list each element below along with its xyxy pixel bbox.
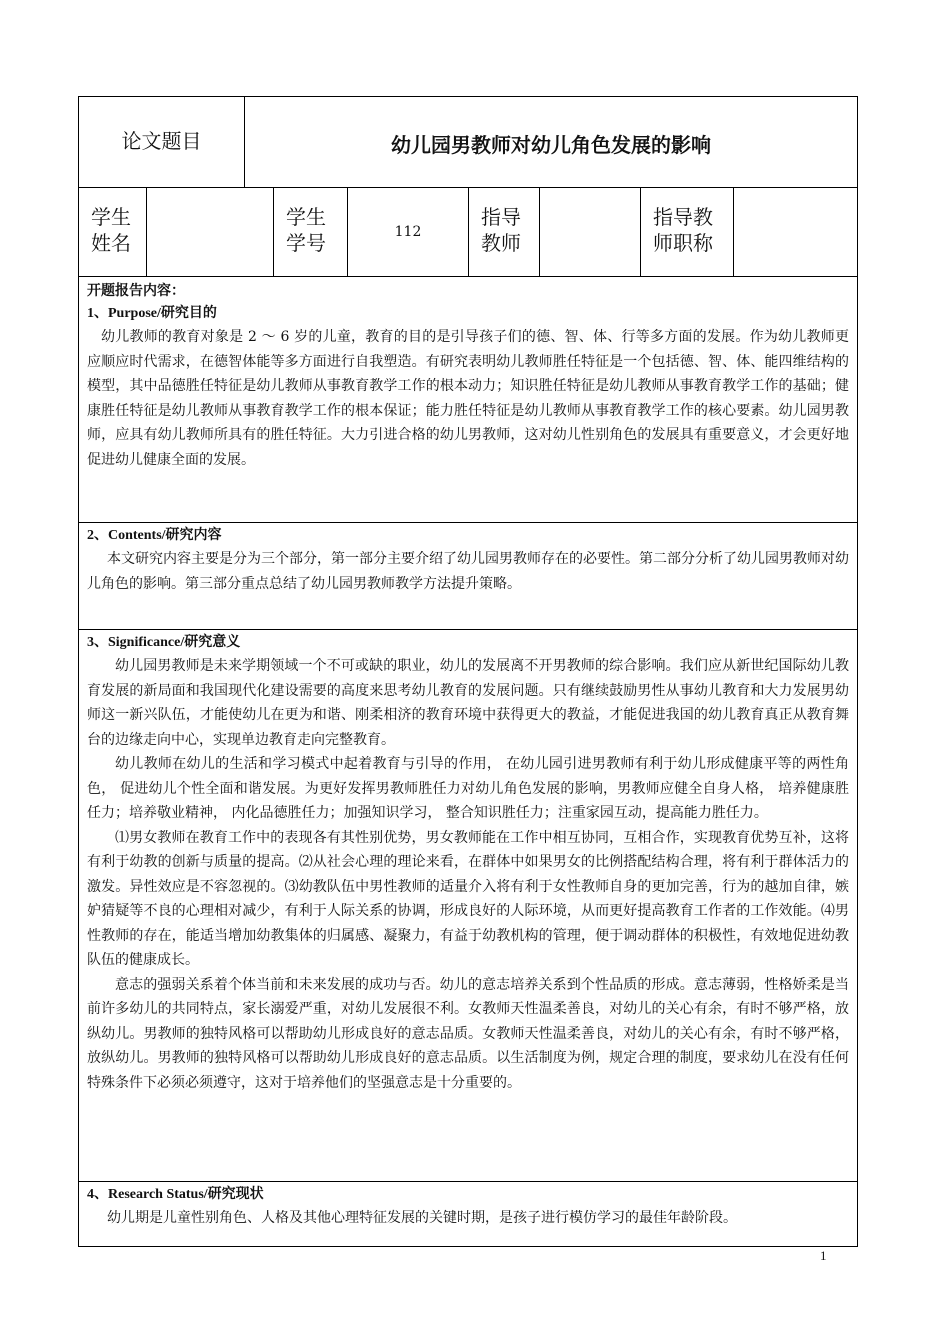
advisor-title-label-cell: [641, 188, 734, 276]
significance-heading: 3、Significance/研究意义: [87, 635, 241, 650]
advisor-value: [540, 188, 641, 276]
section-contents: [79, 523, 857, 630]
student-name-text: [147, 188, 273, 224]
research-status-heading: 4、Research Status/研究现状: [87, 1187, 264, 1202]
purpose-heading: 1、Purpose/研究目的: [87, 306, 217, 321]
significance-paragraph-3: ⑴男女教师在教育工作中的表现各有其性别优势，男女教师能在工作中相互协同，互相合作，实现教育优势互补，这将有利于幼教的创新与质量的提高。⑵从社会心理的理论来看，在群体中如果男女的比例搭配结构合理，将有利于群体活力的激发。异性效应是不容忽视的。⑶幼教队伍中男性教师的适量介入将有利于女性教师自身的更加完善，行为的越加自律，嫉妒猜疑等不良的心理相对减少，有利于人际关系的协调，形成良好的人际环境，从而更好提高教育工作者的工作效能。⑷男性教师的存在，能适当增加幼教集体的归属感、凝聚力，有益于幼教机构的管理，便于调动群体的积极性，有效地促进幼教队伍的健康成长。: [87, 829, 849, 968]
proposal-table: [78, 96, 858, 1247]
advisor-title-label-line1: 指导教: [653, 205, 713, 229]
advisor-label-cell: [469, 188, 540, 276]
research-status-paragraph: 幼儿期是儿童性别角色、人格及其他心理特征发展的关键时期，是孩子进行模仿学习的最佳年龄阶段。: [107, 1210, 737, 1226]
student-name-label-cell: [79, 188, 147, 276]
advisor-title-value: [734, 188, 857, 276]
contents-paragraph: 本文研究内容主要是分为三个部分，第一部分主要介绍了幼儿园男教师存在的必要性。第二部分分析了幼儿园男教师对幼儿角色的影响。第三部分重点总结了幼儿园男教师教学方法提升策略。: [87, 551, 849, 592]
page-number: 1: [820, 1248, 827, 1263]
student-id-label-line2: 学号: [286, 231, 326, 255]
thesis-title: 幼儿园男教师对幼儿角色发展的影响: [391, 133, 711, 157]
thesis-title-label: 论文题目: [79, 97, 245, 187]
purpose-paragraph: 幼儿教师的教育对象是 2 ～ 6 岁的儿童，教育的目的是引导孩子们的德、智、体、行等多方面的发展。作为幼儿教师更应顺应时代需求，在德智体能等多方面进行自我塑造。有研究表明幼儿教师胜任特征是一个包括德、智、体、能四维结构的模型，其中品德胜任特征是幼儿教师从事教育教学工作的根本动力；知识胜任特征是幼儿教师从事教育教学工作的基础；健康胜任特征是幼儿教师从事教育教学工作的根本保证；能力胜任特征是幼儿教师从事教育教学工作的核心要素。幼儿园男教师，应具有幼儿教师所具有的胜任特征。大力引进合格的幼儿男教师，这对幼儿性别角色的发展具有重要意义，才会更好地促进幼儿健康全面的发展。: [87, 329, 849, 468]
significance-paragraph-1: 幼儿园男教师是未来学期领域一个不可或缺的职业，幼儿的发展离不开男教师的综合影响。我们应从新世纪国际幼儿教育发展的新局面和我国现代化建设需要的高度来思考幼儿教育的发展问题。只有继续鼓励男性从事幼儿教育和大力发展男幼师这一新兴队伍，才能使幼儿在更为和谐、刚柔相济的教育环境中获得更大的教益，才能促进我国的幼儿教育真正从教育舞台的边缘走向中心，实现单边教育走向完整教育。: [87, 658, 849, 748]
advisor-label-line1: 指导: [481, 205, 521, 229]
student-name-label-line2: 姓名: [91, 231, 131, 255]
significance-paragraph-2: 幼儿教师在幼儿的生活和学习模式中起着教育与引导的作用， 在幼儿园引进男教师有利于幼儿形成健康平等的两性角色， 促进幼儿个性全面和谐发展。为更好发挥男教师胜任力对幼儿角色发展的影响，男教师应健全自身人格， 培养健康胜任力；培养敬业精神， 内化品德胜任力；加强知识学习， 整合知识胜任力；注重家园互动，提高能力胜任力。: [87, 756, 849, 821]
advisor-label-line2: 教师: [481, 231, 521, 255]
student-id-value: 112: [394, 224, 422, 240]
student-id-label-cell: [274, 188, 348, 276]
section-significance: [79, 630, 857, 1182]
student-id-label-line1: 学生: [286, 205, 326, 229]
section-purpose: [79, 277, 857, 523]
significance-paragraph-4: 意志的强弱关系着个体当前和未来发展的成功与否。幼儿的意志培养关系到个性品质的形成。意志薄弱，性格娇柔是当前许多幼儿的共同特点，家长溺爱严重，对幼儿发展很不利。女教师天性温柔善良，对幼儿的关心有余，有时不够严格，放纵幼儿。男教师的独特风格可以帮助幼儿形成良好的意志品质。女教师天性温柔善良，对幼儿的关心有余，有时不够严格，放纵幼儿。男教师的独特风格可以帮助幼儿形成良好的意志品质。以生活制度为例，规定合理的制度，要求幼儿在没有任何特殊条件下必须必须遵守，这对于培养他们的坚强意志是十分重要的。: [87, 976, 849, 1091]
student-name-label-line1: 学生: [91, 205, 131, 229]
title-row: [79, 97, 857, 188]
student-name-value: [147, 188, 274, 276]
student-id-value-cell: [348, 188, 469, 276]
info-row: [79, 188, 857, 277]
advisor-text: [540, 188, 640, 224]
contents-heading: 2、Contents/研究内容: [87, 528, 222, 543]
section-research-status: [79, 1182, 857, 1246]
report-heading: 开题报告内容：: [87, 284, 185, 299]
advisor-title-label-line2: 师职称: [653, 231, 713, 255]
advisor-title-text: [734, 188, 857, 224]
